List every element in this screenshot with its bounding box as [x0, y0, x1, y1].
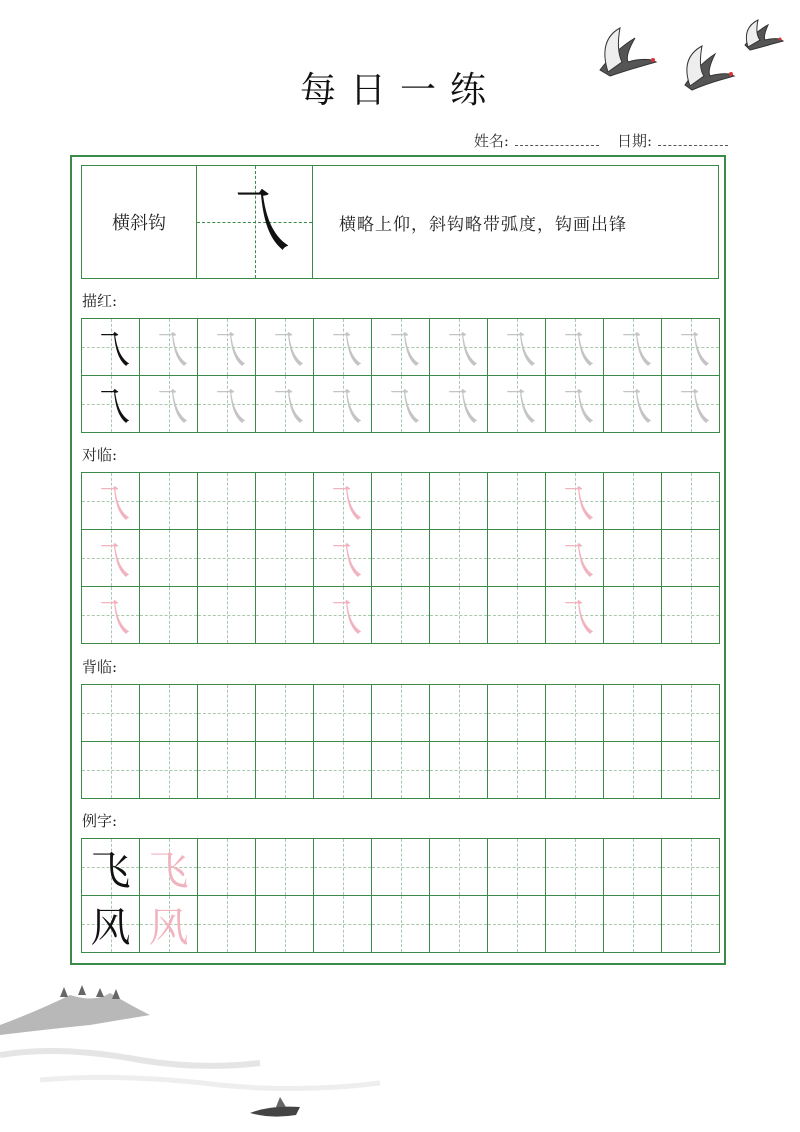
practice-char: 风 [90, 904, 131, 951]
recall-cell[interactable] [488, 685, 546, 742]
recall-cell[interactable] [372, 742, 430, 799]
practice-char: 乁 [90, 327, 131, 374]
trace-cell[interactable] [604, 376, 662, 433]
example-cell[interactable] [256, 896, 314, 953]
recall-label: 背临: [82, 658, 118, 676]
copy-cell[interactable] [662, 530, 720, 587]
recall-cell[interactable] [256, 685, 314, 742]
trace-grid [81, 318, 720, 433]
practice-char: 乁 [90, 384, 131, 431]
practice-char: 乁 [322, 538, 363, 585]
example-cell[interactable] [372, 896, 430, 953]
practice-char: 乁 [554, 384, 595, 431]
trace-cell[interactable] [82, 319, 140, 376]
copy-cell[interactable] [546, 473, 604, 530]
copy-label: 对临: [82, 446, 118, 464]
trace-cell[interactable] [662, 376, 720, 433]
practice-char: 飞 [90, 847, 131, 894]
example-cell[interactable] [488, 896, 546, 953]
recall-cell[interactable] [314, 685, 372, 742]
practice-char: 乁 [90, 481, 131, 528]
practice-char: 乁 [554, 538, 595, 585]
trace-cell[interactable] [488, 319, 546, 376]
copy-cell[interactable] [198, 587, 256, 644]
practice-char: 乁 [554, 327, 595, 374]
recall-cell[interactable] [82, 685, 140, 742]
stroke-sample-char: 乁 [218, 180, 291, 264]
practice-char: 乁 [380, 384, 421, 431]
copy-cell[interactable] [662, 473, 720, 530]
trace-cell[interactable] [198, 319, 256, 376]
example-cell[interactable] [140, 896, 198, 953]
copy-cell[interactable] [372, 473, 430, 530]
recall-cell[interactable] [198, 742, 256, 799]
recall-grid [81, 684, 720, 799]
practice-char: 乁 [322, 327, 363, 374]
trace-cell[interactable] [430, 376, 488, 433]
practice-char: 乁 [438, 327, 479, 374]
copy-cell[interactable] [604, 473, 662, 530]
copy-cell[interactable] [372, 530, 430, 587]
copy-cell[interactable] [546, 530, 604, 587]
copy-cell[interactable] [198, 473, 256, 530]
copy-cell[interactable] [604, 587, 662, 644]
example-cell[interactable] [140, 839, 198, 896]
trace-cell[interactable] [314, 376, 372, 433]
practice-char: 乁 [322, 481, 363, 528]
recall-cell[interactable] [430, 685, 488, 742]
practice-char: 乁 [264, 327, 305, 374]
trace-cell[interactable] [430, 319, 488, 376]
recall-cell[interactable] [198, 685, 256, 742]
trace-cell[interactable] [198, 376, 256, 433]
copy-cell[interactable] [604, 530, 662, 587]
trace-cell[interactable] [372, 319, 430, 376]
trace-cell[interactable] [604, 319, 662, 376]
example-cell[interactable] [372, 839, 430, 896]
copy-cell[interactable] [488, 587, 546, 644]
example-cell[interactable] [82, 839, 140, 896]
practice-char: 乁 [322, 595, 363, 642]
practice-char: 乁 [670, 327, 711, 374]
trace-cell[interactable] [256, 319, 314, 376]
copy-cell[interactable] [488, 530, 546, 587]
recall-cell[interactable] [488, 742, 546, 799]
example-cell[interactable] [82, 896, 140, 953]
copy-cell[interactable] [256, 530, 314, 587]
recall-cell[interactable] [430, 742, 488, 799]
page-title: 每日一练 [299, 70, 500, 111]
recall-cell[interactable] [256, 742, 314, 799]
example-cell[interactable] [604, 896, 662, 953]
stroke-sample-cell [197, 166, 313, 278]
example-cell[interactable] [256, 839, 314, 896]
recall-cell[interactable] [314, 742, 372, 799]
copy-grid [81, 472, 720, 644]
copy-cell[interactable] [546, 587, 604, 644]
practice-char: 乁 [612, 384, 653, 431]
practice-char: 乁 [148, 327, 189, 374]
copy-cell[interactable] [140, 473, 198, 530]
recall-cell[interactable] [140, 685, 198, 742]
example-cell[interactable] [546, 839, 604, 896]
practice-char: 风 [148, 904, 189, 951]
recall-cell[interactable] [662, 685, 720, 742]
copy-cell[interactable] [140, 530, 198, 587]
date-field[interactable]: 日期: [617, 130, 728, 151]
recall-cell[interactable] [546, 742, 604, 799]
practice-char: 乁 [206, 327, 247, 374]
examples-label: 例字: [82, 812, 118, 830]
trace-cell[interactable] [256, 376, 314, 433]
example-cell[interactable] [546, 896, 604, 953]
practice-char: 乁 [438, 384, 479, 431]
trace-cell[interactable] [546, 319, 604, 376]
practice-char: 乁 [148, 384, 189, 431]
copy-cell[interactable] [372, 587, 430, 644]
example-cell[interactable] [198, 839, 256, 896]
landscape-illustration [0, 985, 420, 1132]
trace-label: 描红: [82, 292, 118, 310]
practice-char: 乁 [264, 384, 305, 431]
trace-cell[interactable] [546, 376, 604, 433]
example-cell[interactable] [430, 896, 488, 953]
copy-cell[interactable] [430, 473, 488, 530]
copy-cell[interactable] [314, 473, 372, 530]
copy-cell[interactable] [256, 587, 314, 644]
copy-cell[interactable] [430, 587, 488, 644]
recall-cell[interactable] [604, 742, 662, 799]
practice-char: 乁 [322, 384, 363, 431]
practice-char: 乁 [670, 384, 711, 431]
trace-cell[interactable] [662, 319, 720, 376]
trace-cell[interactable] [82, 376, 140, 433]
copy-cell[interactable] [314, 587, 372, 644]
copy-cell[interactable] [82, 473, 140, 530]
trace-cell[interactable] [488, 376, 546, 433]
meta-fields [474, 130, 728, 151]
recall-cell[interactable] [372, 685, 430, 742]
example-cell[interactable] [314, 896, 372, 953]
copy-cell[interactable] [488, 473, 546, 530]
example-cell[interactable] [314, 839, 372, 896]
copy-cell[interactable] [314, 530, 372, 587]
copy-cell[interactable] [82, 530, 140, 587]
example-cell[interactable] [604, 839, 662, 896]
practice-char: 飞 [148, 847, 189, 894]
recall-cell[interactable] [140, 742, 198, 799]
practice-char: 乁 [612, 327, 653, 374]
stroke-tip: 横略上仰，斜钩略带弧度，钩画出锋 [339, 214, 627, 235]
practice-char: 乁 [496, 327, 537, 374]
stroke-name: 横斜钩 [82, 166, 197, 278]
example-cell[interactable] [488, 839, 546, 896]
name-field[interactable]: 姓名: [474, 130, 599, 151]
copy-cell[interactable] [198, 530, 256, 587]
practice-char: 乁 [554, 595, 595, 642]
examples-grid [81, 838, 720, 953]
copy-cell[interactable] [662, 587, 720, 644]
recall-cell[interactable] [604, 685, 662, 742]
stroke-info [81, 165, 719, 279]
trace-cell[interactable] [140, 319, 198, 376]
practice-char: 乁 [496, 384, 537, 431]
copy-cell[interactable] [430, 530, 488, 587]
trace-cell[interactable] [140, 376, 198, 433]
recall-cell[interactable] [546, 685, 604, 742]
trace-cell[interactable] [314, 319, 372, 376]
copy-cell[interactable] [82, 587, 140, 644]
copy-cell[interactable] [256, 473, 314, 530]
example-cell[interactable] [662, 896, 720, 953]
practice-char: 乁 [90, 538, 131, 585]
practice-char: 乁 [380, 327, 421, 374]
trace-cell[interactable] [372, 376, 430, 433]
recall-cell[interactable] [82, 742, 140, 799]
practice-char: 乁 [554, 481, 595, 528]
recall-cell[interactable] [662, 742, 720, 799]
copy-cell[interactable] [140, 587, 198, 644]
example-cell[interactable] [662, 839, 720, 896]
example-cell[interactable] [430, 839, 488, 896]
example-cell[interactable] [198, 896, 256, 953]
practice-char: 乁 [206, 384, 247, 431]
practice-char: 乁 [90, 595, 131, 642]
